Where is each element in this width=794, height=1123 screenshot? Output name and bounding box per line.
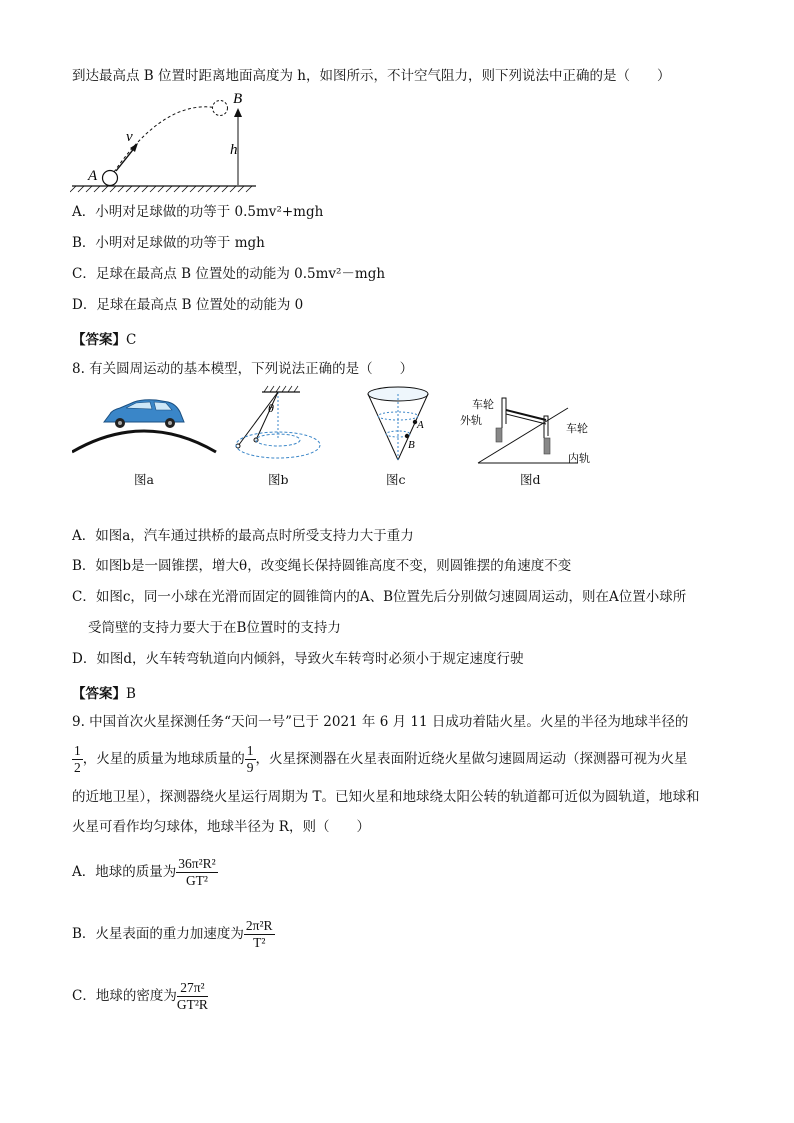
q9-option-a (72, 853, 218, 891)
fig-b-caption: 图b (268, 472, 289, 487)
label-v: v (126, 129, 133, 145)
fig-a-car-bridge (72, 392, 217, 454)
q9-line2-a: ，火星的质量为地球质量的 (82, 751, 245, 767)
q9-line1: 9. 中国首次火星探测任务“天问一号”已于 2021 年 6 月 11 日成功着陆火星。火星的半径为地球半径的 (72, 714, 689, 730)
q7-option-a: A．小明对足球做的功等于 0.5mv²+mgh (72, 204, 324, 220)
frac-den: 2 (74, 760, 81, 775)
frac-num: 2π²R (245, 918, 273, 933)
option-text: B．火星表面的重力加速度为 (72, 926, 244, 942)
answer-tag: 【答案】 (72, 686, 126, 702)
formula-earth-mass (176, 856, 217, 889)
frac-num: 36π²R² (178, 856, 216, 871)
formula-earth-density (177, 980, 208, 1013)
fig-b-conical-pendulum (228, 382, 338, 467)
fig-c-cone (360, 382, 440, 467)
q7-option-c: C．足球在最高点 B 位置处的动能为 0.5mv²－mgh (72, 266, 386, 282)
q7-option-d: D．足球在最高点 B 位置处的动能为 0 (72, 297, 304, 313)
q9-line4: 火星可看作均匀球体，地球半径为 R，则（ ） (72, 819, 370, 835)
q9-line2-b: ，火星探测器在火星表面附近绕火星做匀速圆周运动（探测器可视为火星 (255, 751, 688, 767)
frac-den: GT²R (176, 997, 208, 1012)
q9-line3: 的近地卫星），探测器绕火星运行周期为 T。已知火星和地球绕太阳公转的轨道都可近似为圆轨道，地球和 (72, 789, 700, 805)
inner-rail-label: 内轨 (568, 453, 590, 465)
ball-a (103, 171, 118, 186)
formula-mars-gravity (244, 918, 275, 951)
label-h: h (230, 142, 238, 158)
q8-answer (72, 682, 136, 702)
q7-option-b: B．小明对足球做的功等于 mgh (72, 235, 265, 251)
q8-stem: 8. 有关圆周运动的基本模型，下列说法正确的是（ ） (72, 361, 414, 377)
outer-rail-label: 外轨 (460, 415, 482, 427)
pt-b-label: B (408, 439, 415, 451)
ball-b (213, 101, 228, 116)
fraction-half (72, 743, 83, 776)
q8-option-c-cont: 受筒壁的支持力要大于在B位置时的支持力 (88, 620, 341, 636)
label-a: A (88, 168, 98, 184)
frac-num: 1 (74, 743, 81, 758)
q8-option-a: A．如图a，汽车通过拱桥的最高点时所受支持力大于重力 (72, 528, 414, 544)
q8-option-d: D．如图d，火车转弯轨道向内倾斜，导致火车转弯时必须小于规定速度行驶 (72, 651, 524, 667)
fraction-ninth (245, 743, 256, 776)
q9-option-c (72, 977, 208, 1015)
option-text: A．地球的质量为 (72, 864, 177, 880)
fig-a-caption: 图a (134, 472, 154, 487)
q7-figure (70, 88, 270, 198)
answer-value: B (126, 686, 136, 702)
fig-d-banked-track (458, 388, 608, 468)
q8-option-c: C．如图c，同一小球在光滑而固定的圆锥筒内的A、B位置先后分别做匀速圆周运动，则在A位置小球所 (72, 589, 687, 605)
q9-line2 (72, 742, 688, 776)
frac-num: 27π² (177, 980, 208, 997)
label-b: B (233, 91, 243, 107)
q8-option-b: B．如图b是一圆锥摆，增大θ，改变绳长保持圆锥高度不变，则圆锥摆的角速度不变 (72, 558, 572, 574)
frac-num: 1 (246, 743, 254, 758)
answer-value: C (126, 332, 137, 348)
frac-den: 9 (246, 760, 254, 775)
q7-stem: 到达最高点 B 位置时距离地面高度为 h，如图所示，不计空气阻力，则下列说法中正确的是（ ） (72, 68, 671, 84)
option-text: C．地球的密度为 (72, 988, 177, 1004)
q9-option-b (72, 915, 275, 953)
frac-den: T² (253, 935, 266, 950)
pt-a-label: A (417, 419, 424, 431)
fig-c-caption: 图c (386, 472, 406, 487)
theta-label: θ (268, 401, 274, 415)
q7-answer (72, 328, 136, 348)
answer-tag: 【答案】 (72, 332, 126, 348)
fig-d-caption: 图d (520, 472, 541, 487)
frac-den: GT² (185, 873, 208, 888)
wheel-label-1: 车轮 (472, 399, 494, 411)
wheel-label-2: 车轮 (566, 423, 588, 435)
